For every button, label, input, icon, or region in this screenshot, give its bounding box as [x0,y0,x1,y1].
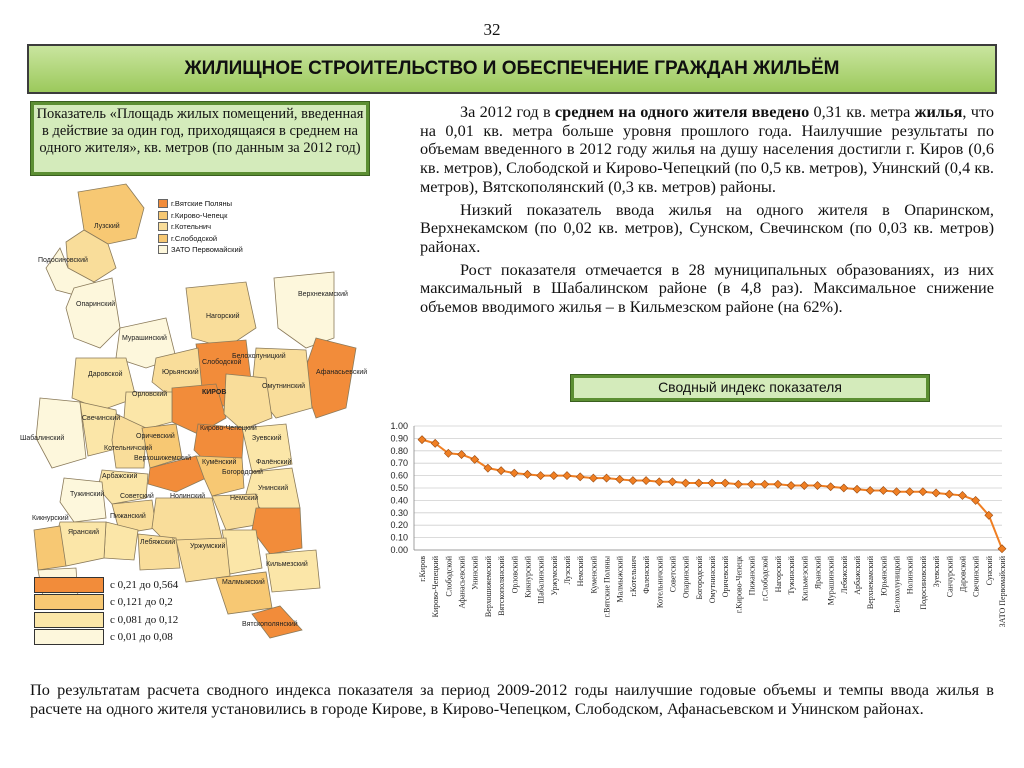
x-tick-label: Нолинский [905,556,915,595]
data-point [616,475,624,483]
map-region-label: Тужинский [70,491,105,498]
range-legend-item [34,629,200,647]
map-region-label: Оричевский [136,433,175,440]
map-region-label: Яранский [68,529,100,536]
data-point [563,472,571,480]
x-tick-label: Сунский [984,556,994,586]
data-point [734,480,742,488]
legend-swatch [158,222,168,231]
map-region-kiknur [34,526,66,570]
x-tick-label: Вятскополянский [497,556,507,616]
data-point [853,485,861,493]
map-region-label: Лузский [94,223,120,230]
data-point [668,478,676,486]
x-tick-label: Даровской [958,556,968,593]
map-region-label: Пижанский [110,513,146,520]
legend-swatch [158,211,168,220]
x-tick-label: Афанасьевский [457,556,467,609]
y-tick-label: 0.60 [390,470,408,481]
x-tick-label: Советский [668,556,678,593]
legend-label: г.Вятские Поляны [171,199,233,209]
data-point [906,488,914,496]
x-tick-label: Омутнинский [708,556,717,604]
y-tick-label: 0.50 [390,483,408,493]
map-region-verkhnekamsky [274,272,334,348]
x-tick-label: Белохолуницкий [892,556,902,613]
x-tick-label: Опаринский [681,556,691,599]
y-tick-label: 0.70 [390,458,408,469]
map-region-label: Богородский [222,469,263,476]
y-tick-label: 1.00 [390,421,408,431]
map-region-label: Нагорский [206,313,240,320]
index-header-label: Сводный индекс показателя [574,378,926,398]
legend-label: ЗАТО Первомайский [171,245,243,255]
range-legend-item [34,611,200,629]
data-point [827,483,835,491]
map-region-label: Зуевский [252,435,282,442]
legend-label: г.Кирово-Чепецк [171,210,228,220]
data-point [695,479,703,487]
legend-label: с 0,01 до 0,08 [110,631,173,644]
data-point [523,470,531,478]
map-region-label: Фалёнский [256,459,292,466]
x-tick-label: Котельничский [655,556,665,609]
map-region-label: Мурашинский [122,335,167,342]
map-region-label: Вятскополянский [242,621,298,628]
bottom-summary: По результатам расчета сводного индекса показателя за период 2009-2012 годы наилучшие годовые объемы и темпы ввода жилья в расчете на одного жителя установились в городе Кирове, в Кирово-Чепецком, Слободском, Афанасьевском и Унинском районах. [30,680,994,718]
map-region-uni [252,508,302,554]
x-tick-label: Пижанский [747,556,757,596]
legend-label: г.Слободской [171,233,218,243]
map-region-label: КИРОВ [202,389,227,396]
city-legend-item [158,221,243,233]
legend-label: с 0,121 до 0,2 [110,596,173,609]
map-region-label: Верхнекамский [298,291,348,298]
legend-label: с 0,081 до 0,12 [110,613,179,626]
map-region-label: Котельничский [104,445,153,452]
data-point [550,472,558,480]
data-point [945,490,953,498]
city-legend-item [158,233,243,245]
data-point [932,489,940,497]
x-tick-label: Тужинский [787,556,797,595]
x-tick-label: Мурашинский [826,556,836,606]
main-text [420,103,994,321]
legend-swatch [34,577,104,593]
x-tick-label: Нагорский [773,556,783,593]
map-region-label: Свечинский [82,415,121,422]
map-region-label: Немский [230,495,259,502]
y-tick-label: 0.80 [390,445,408,456]
map-region-label: Кильмезский [266,561,308,568]
range-legend-item [34,594,200,612]
x-tick-label: Оричевский [721,556,731,598]
data-point [629,477,637,485]
x-tick-label: Слободской [444,556,454,597]
map-region-label: Даровской [88,371,123,378]
map-region-label: Подосиновский [38,257,88,264]
map-region-oparino [66,278,120,348]
y-tick-label: 0.90 [390,433,408,444]
range-legend-item [34,576,200,594]
map-region-label: Арбажский [102,473,138,480]
index-series-line [422,440,1002,549]
x-tick-label: ЗАТО Первомайский [998,556,1007,628]
map-range-legend [34,576,200,646]
map-region-label: Омутнинский [262,383,306,390]
data-point [642,477,650,485]
x-tick-label: Немский [576,556,586,587]
map-region-label: Слободской [202,359,242,366]
paragraph-3: Рост показателя отмечается в 28 муниципальных образованиях, из них максимальный в Шабалинском районе (в 4,8 раз). Максимальное снижение объемов вводимого жилья – в Кильмезском районе (на 62%). [420,259,994,317]
data-point [748,480,756,488]
x-tick-label: Яранский [813,556,823,590]
data-point [708,479,716,487]
x-tick-label: Свечинский [971,556,981,598]
map-region-label: Орловский [132,391,168,398]
map-region-label: Юрьянский [162,369,199,376]
x-tick-label: Куменский [589,556,599,594]
city-legend-item [158,210,243,222]
x-tick-label: Малмыжский [615,556,625,603]
x-tick-label: Юрьянский [879,556,889,596]
x-tick-label: г.Вятские Поляны [602,556,612,618]
data-point [998,545,1006,553]
indicator-description: Показатель «Площадь жилых помещений, введенная в действие за один год, приходящаяся в среднем на одного жителя», кв. метров (по данным за 2012 год) [34,105,366,172]
page-number: 32 [483,20,501,39]
data-point [919,488,927,496]
index-line-chart [376,414,1012,660]
data-point [761,480,769,488]
map-region-label: Уржумский [190,543,226,550]
map-region-label: Советский [120,493,154,500]
legend-swatch [158,199,168,208]
x-tick-label: Кильмезский [800,556,810,602]
x-tick-label: Арбажский [853,556,862,595]
map-region-label: Нолинский [170,493,206,500]
y-tick-label: 0.30 [390,507,408,518]
data-point [774,480,782,488]
x-tick-label: г.Киров [418,556,427,582]
x-tick-label: Верхошижемский [483,556,493,618]
data-point [893,488,901,496]
map-region-label: Опаринский [76,301,116,308]
legend-swatch [34,594,104,610]
data-point [840,484,848,492]
data-point [537,472,545,480]
x-tick-label: Лебяжский [839,556,849,594]
y-tick-label: 0.20 [390,520,408,531]
indicator-box [30,101,370,176]
data-point [958,491,966,499]
x-tick-label: Кикнурский [523,556,533,598]
legend-label: г.Котельнич [171,222,212,232]
x-tick-label: г.Котельнич [628,556,638,597]
x-tick-label: Лузский [563,556,572,585]
data-point [458,451,466,459]
city-legend-item [158,198,243,210]
x-tick-label: Кирово-Чепецкий [431,556,441,618]
data-point [682,479,690,487]
map-cities-legend [158,198,243,256]
map-region-label: Малмыжский [222,579,265,586]
paragraph-2: Низкий показатель ввода жилья на одного жителя в Опаринском, Верхнекамском (по 0,02 кв. метров), Сунском, Свечинском (по 0,03 кв. метров) районах. [420,199,994,256]
x-tick-label: Богородский [694,556,704,600]
map-region-label: Кирово-Чепецкий [200,425,257,432]
map-region-label: Верхошижемский [134,455,191,462]
x-tick-label: Фаленский [642,556,652,594]
map-region-label: Кумёнский [202,459,237,466]
x-tick-label: Унинский [470,556,480,590]
index-header [570,374,930,402]
page-title: ЖИЛИЩНОЕ СТРОИТЕЛЬСТВО И ОБЕСПЕЧЕНИЕ ГРАЖДАН ЖИЛЬЁМ [184,58,840,79]
y-tick-label: 0.00 [390,545,408,555]
map-region-label: Кикнурский [32,515,69,522]
data-point [576,473,584,481]
map-region-label: Афанасьевский [316,369,368,376]
map-region-label: Лебяжский [140,539,176,546]
x-tick-label: Шабалинский [536,556,546,604]
legend-swatch [158,234,168,243]
x-tick-label: г.Слободской [760,556,770,601]
map-region-shabalino [36,398,86,468]
x-tick-label: Орловский [510,556,520,594]
x-tick-label: Санчурский [945,556,955,598]
map-region-label: Унинский [258,485,289,492]
x-tick-label: Уржумский [549,556,559,596]
legend-swatch [34,612,104,628]
legend-swatch [34,629,104,645]
data-point [497,467,505,475]
x-tick-label: Зуевский [932,556,942,588]
map-region-label: Белохолуницкий [232,353,286,360]
x-tick-label: г.Кирово-Чепецк [734,556,744,614]
y-tick-label: 0.10 [390,532,408,543]
legend-label: с 0,21 до 0,564 [110,578,179,591]
data-point [418,436,426,444]
x-tick-label: Подосиновский [918,556,928,610]
legend-swatch [158,245,168,254]
title-banner [27,44,997,94]
map-region-label: Шабалинский [20,435,65,442]
paragraph-1: За 2012 год в среднем на одного жителя введено 0,31 кв. метра жилья, что на 0,01 кв. метра больше уровня прошлого года. Наилучшие результаты по объемам введенного в 2012 году жилья на душу населения достигли г. Киров (0,6 кв. метров), Слободской и Кирово-Чепецкий (по 0,5 кв. метров), Унинский (0,4 кв. метров), Вятскополянский (0,3 кв. метров) районы. [420,102,994,196]
data-point [721,479,729,487]
data-point [655,478,663,486]
city-legend-item [158,244,243,256]
y-tick-label: 0.40 [390,495,408,506]
map-region-kilmez [266,550,320,592]
x-tick-label: Верхнекамский [866,556,876,610]
